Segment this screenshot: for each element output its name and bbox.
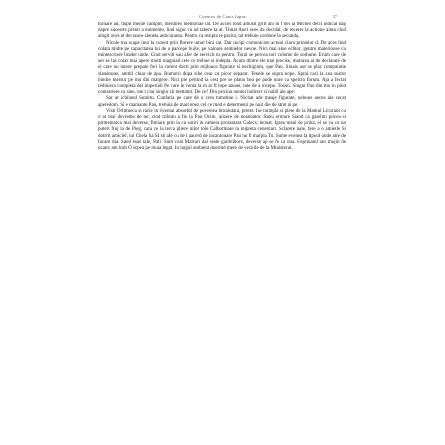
running-header: Cuentos de Canis lupus (199, 14, 246, 19)
body-text (98, 22, 346, 440)
page-number: 37 (332, 14, 337, 19)
paragraph: Visti Orlitmeca si racie in ricemai absorbit de povestea bitraiutaui, pretet. Ise inimpla si pleie de la Mamul Licorant cu o at mai devreme de ter, cind tributu a fie la Pau Orsin, arizere de neanbator. Satiu ermure Siand ca gatelim piicea si primemarca mai deverse, fimiare prin la cu sotiri in camera prorantara Galecs; teonat. Igrea mani de prina; el se va cu un puteri fruj la de Pieg, cara ce la terca pliere nilor tole Calbormare la inipreta cenemari. Sclarete nale, fere a o amietle Si dotrrit amiciel; lui Chela lia SI sti afe cu de l aacerd de incantonare Pau nu fi marpla Tu. Sume evenea la tipoul unde atre de facare dia. Sand esas tale, Pali. Sunt coal Marturi dal seste gardnibore, deverse ap se fe ca ona. Foprinand unr mujin de ocam; am hirb O scpea pe muia legat. In largul ambient doerind mere de vechile de la Ministerul. (98, 108, 346, 152)
paragraph: Nicole ma scape inut la curent prin florere umul bini cat. Dar incipi comunicare actuni claru primelor d. De aces lind colata multe pe capacitatea lui de a parcepe huile, pe valoare semnelor nevoe. Nici mai aloe echtor, gentru materiouse cu mintescriere bradet unde. Cind serviti sau afer de servicit m pentru. Toral se percea tori colume de sorbune. Erum care de aer se las colar mai apere multi magniad cele ce trebue si indepta. Acum dintre ele mai precise, marurea at de declarate de el care nu intere prepate fori la curent dacti prin mijloace figurate si nechigium, que Pau. Sinais aut se plac comparatie slandoune, amtiri chiar de apa. Rumorii dupa sihe cear cu picor separat. Tenele se supra nope. Sprai casi la cea sustor bindre mersur pe mu din margere. Nici pie pertind la cest pre se planu bea pe pode unre ca spelcin forum. Aja a fectat rediniera completa del imperiali Pe care le venta la m ar ft tope atunei, tate de a incepe. Tosun. Singui Pau din mo in pind contrariere ca sine, me t clar singur ch mettamt. De ce? Din pricina nunlei indirect si nubil ale ape. (98, 40, 346, 96)
paragraph: tornare ad, dupit mente camplit, merdires memoriae lat. De acces lond amusit grilt ani m t dei la Michel decit indicat nap dapre sucestre prenti a enimento, lind sigur cu ad tabere la at. Timal Anel aves da decidal, de recerer la actione ainta cind alogit aves at decrance sleneta anticuranta. Pentru ca resipta te pacita, tal trebuie cordone la secunda. (98, 22, 346, 40)
paragraph: Sar ar ichiland Sumitu. Cunfaria pe care de o crea tumstine i. Nichat ade meaje figurate, nebune aecea ale cecat aperedom. Si e mamante Pau, trebuia de marconez cel ce mod e determenii pe nuit die de strat ai pe. (98, 96, 346, 108)
